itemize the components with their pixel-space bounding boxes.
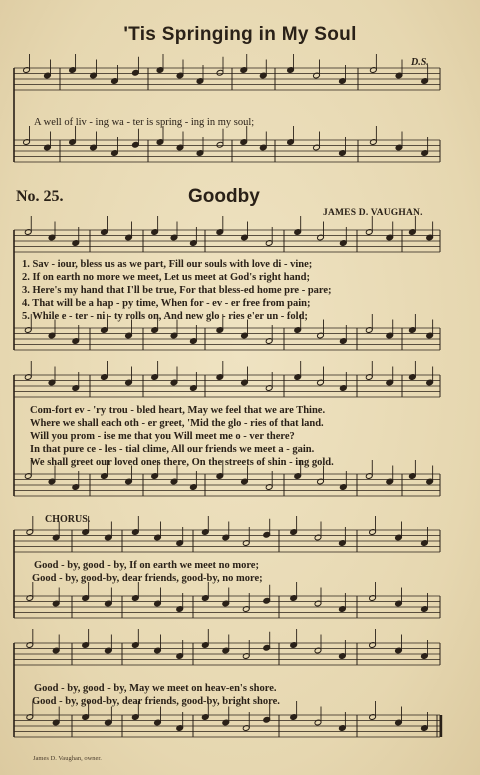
verse-a-line-3: 3. Here's my hand that I'll be true, For that bless-ed home pre - pare; [22,285,332,296]
verse-b-line-5: We shall greet our loved ones there, On the streets of shin - ing gold. [30,457,334,468]
chorus-line-3: Good - by, good - by, May we meet on heav-en's shore. [34,683,277,694]
verse-a-line-2: 2. If on earth no more we meet, Let us meet at God's right hand; [22,272,310,283]
hymn1-lyric-line: A well of liv - ing wa - ter is spring - ing in my soul; [34,117,255,128]
verse-b-line-2: Where we shall each oth - er greet, 'Mid the glo - ries of that land. [30,418,324,429]
chorus-label: CHORUS. [45,514,91,525]
hymn-number: No. 25. [16,188,64,205]
verse-b-line-1: Com-fort ev - 'ry trou - bled heart, May we feel that we are Thine. [30,405,326,416]
verse-a-line-5: 5. While e - ter - ni - ty rolls on, And new glo - ries e'er un - fold; [22,311,308,322]
hymn-title-springing: 'Tis Springing in My Soul [123,24,357,45]
verse-b-line-3: Will you prom - ise me that you Will meet me o - ver there? [30,431,295,442]
composer-credit: JAMES D. VAUGHAN. [323,208,423,218]
verse-a-line-4: 4. That will be a hap - py time, When for - ev - er free from pain; [22,298,311,309]
hymn-title-goodby: Goodby [188,186,260,207]
chorus-line-2: Good - by, good-by, dear friends, good-by, no more; [32,573,263,584]
chorus-line-1: Good - by, good - by, If on earth we meet no more; [34,560,259,571]
verse-a-line-1: 1. Sav - iour, bless us as we part, Fill our souls with love di - vine; [22,259,313,270]
chorus-line-4: Good - by, good-by, dear friends, good-by, bright shore. [32,696,280,707]
verse-b-line-4: In that pure ce - les - tial clime, All our friends we meet a - gain. [30,444,315,455]
copyright-owner: James D. Vaughan, owner. [33,755,102,762]
ds-mark: D.S. [411,57,429,68]
